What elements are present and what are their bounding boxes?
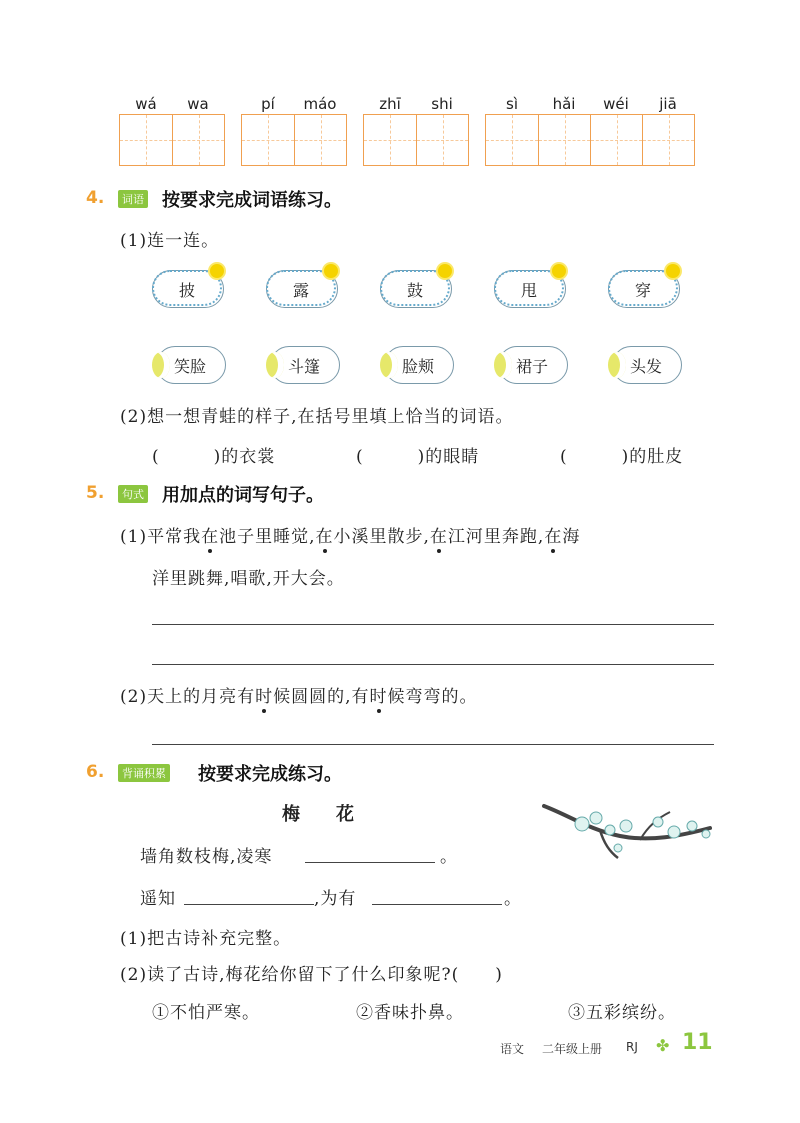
blank-phrase[interactable]: ( )的眼睛 xyxy=(356,447,480,467)
word-moon[interactable]: 脸颊 xyxy=(380,342,456,386)
answer-line[interactable] xyxy=(184,904,314,905)
sun-icon xyxy=(324,264,338,278)
question-title: 按要求完成词语练习。 xyxy=(162,190,342,211)
question-tag: 词语 xyxy=(118,190,148,208)
poem-punct: 。 xyxy=(504,889,522,909)
answer-line[interactable] xyxy=(152,664,714,665)
word-cloud[interactable]: 披 xyxy=(152,264,228,308)
pinyin: sì xyxy=(506,95,518,113)
pinyin: hǎi xyxy=(552,95,576,113)
word-cloud[interactable]: 露 xyxy=(266,264,342,308)
pinyin: zhī xyxy=(379,95,401,113)
writing-grid[interactable] xyxy=(119,114,225,166)
sun-icon xyxy=(210,264,224,278)
word-moon[interactable]: 笑脸 xyxy=(152,342,228,386)
answer-line[interactable] xyxy=(152,744,714,745)
plum-branch-icon xyxy=(540,796,715,866)
question-title: 按要求完成练习。 xyxy=(198,764,342,785)
word-cloud[interactable]: 穿 xyxy=(608,264,684,308)
sentence-2: (2)天上的月亮有时候圆圆的,有时候弯弯的。 xyxy=(120,682,478,707)
pinyin: wéi xyxy=(603,95,629,113)
sun-icon xyxy=(438,264,452,278)
writing-grid[interactable] xyxy=(241,114,347,166)
question-tag: 句式 xyxy=(118,485,148,503)
sentence-1-cont: 洋里跳舞,唱歌,开大会。 xyxy=(152,569,345,589)
sun-icon xyxy=(666,264,680,278)
instruction: (2)读了古诗,梅花给你留下了什么印象呢?( ) xyxy=(120,965,503,985)
question-tag: 背诵积累 xyxy=(118,764,170,782)
word-moon[interactable]: 头发 xyxy=(608,342,684,386)
poem-line-1: 墙角数枝梅,凌寒 xyxy=(140,847,273,867)
poem-line-2b: ,为有 xyxy=(314,889,357,909)
pinyin: wa xyxy=(187,95,209,113)
pinyin: jiā xyxy=(659,95,677,113)
poem-punct: 。 xyxy=(440,847,458,867)
sentence-1: (1)平常我在池子里睡觉,在小溪里散步,在江河里奔跑,在海 xyxy=(120,522,720,547)
footer-edition: RJ xyxy=(626,1040,638,1054)
sun-icon xyxy=(552,264,566,278)
writing-grid[interactable] xyxy=(485,114,695,166)
answer-line[interactable] xyxy=(372,904,502,905)
pinyin: wá xyxy=(135,95,157,113)
clover-icon: ✤ xyxy=(656,1036,670,1055)
blank-phrase[interactable]: ( )的肚皮 xyxy=(560,447,684,467)
question-title: 用加点的词写句子。 xyxy=(162,485,324,506)
option[interactable]: ①不怕严寒。 xyxy=(152,1003,260,1023)
blank-phrase[interactable]: ( )的衣裳 xyxy=(152,447,276,467)
word-cloud[interactable]: 鼓 xyxy=(380,264,456,308)
instruction: (1)把古诗补充完整。 xyxy=(120,929,292,949)
question-number: 5. xyxy=(86,483,105,503)
writing-grid[interactable] xyxy=(363,114,469,166)
option[interactable]: ②香味扑鼻。 xyxy=(356,1003,464,1023)
instruction: (2)想一想青蛙的样子,在括号里填上恰当的词语。 xyxy=(120,407,514,427)
pinyin: pí xyxy=(261,95,275,113)
page-number: 11 xyxy=(682,1030,713,1055)
word-moon[interactable]: 斗篷 xyxy=(266,342,342,386)
poem-title: 梅 花 xyxy=(282,804,354,825)
footer-subject: 语文 xyxy=(500,1042,525,1056)
pinyin: shi xyxy=(431,95,453,113)
poem-line-2a: 遥知 xyxy=(140,889,176,909)
word-moon[interactable]: 裙子 xyxy=(494,342,570,386)
question-number: 4. xyxy=(86,188,105,208)
question-number: 6. xyxy=(86,762,105,782)
answer-line[interactable] xyxy=(305,862,435,863)
instruction: (1)连一连。 xyxy=(120,231,220,251)
footer-grade: 二年级上册 xyxy=(542,1042,603,1056)
answer-line[interactable] xyxy=(152,624,714,625)
word-cloud[interactable]: 甩 xyxy=(494,264,570,308)
pinyin: máo xyxy=(303,95,337,113)
option[interactable]: ③五彩缤纷。 xyxy=(568,1003,676,1023)
